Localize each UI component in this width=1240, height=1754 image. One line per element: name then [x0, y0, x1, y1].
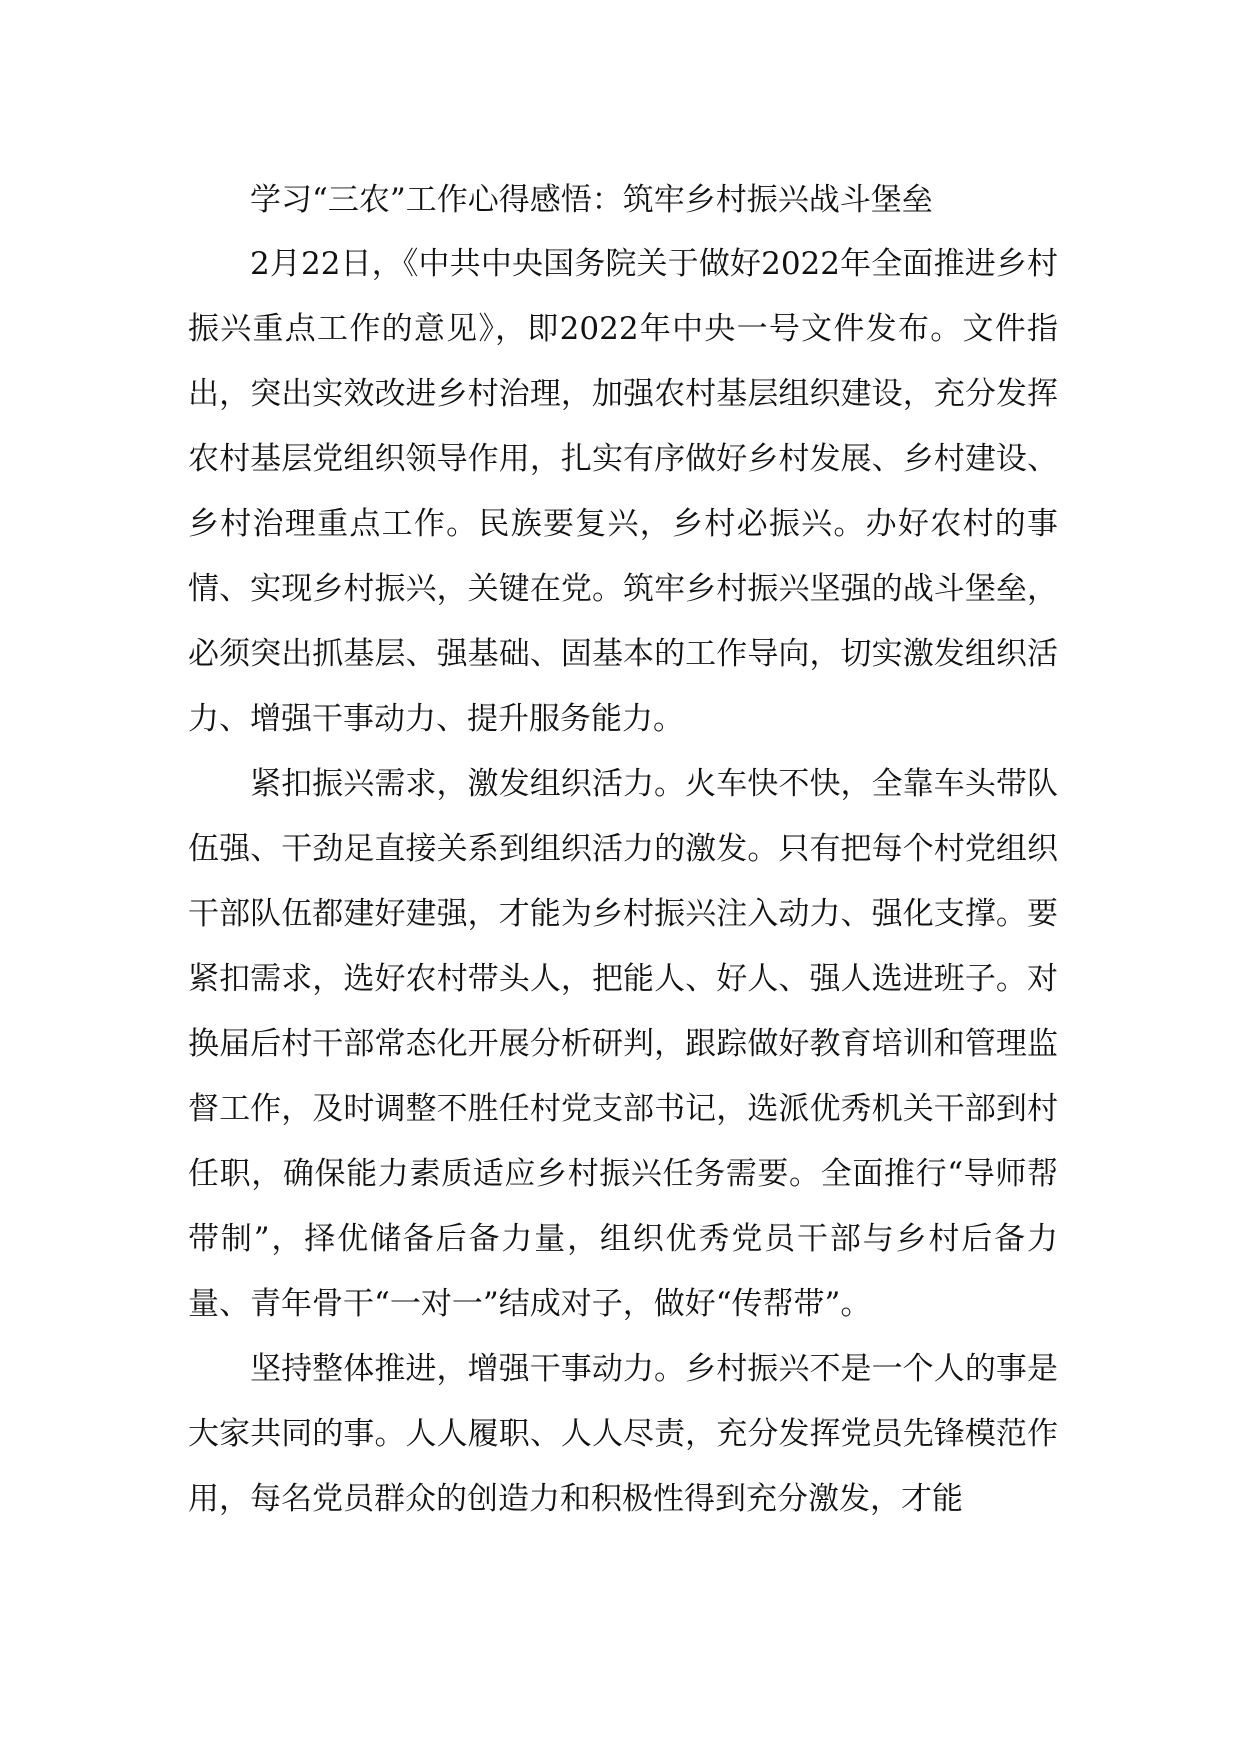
paragraph-1: 2月22日，《中共中央国务院关于做好2022年全面推进乡村振兴重点工作的意见》，即2022年中央一号文件发布。文件指出，突出实效改进乡村治理，加强农村基层组织建设，充分发挥农村基层党组织领导作用，扎实有序做好乡村发展、乡村建设、乡村治理重点工作。民族要复兴，乡村必振兴。办好农村的事情、实现乡村振兴，关键在党。筑牢乡村振兴坚强的战斗堡垒，必须突出抓基层、强基础、固基本的工作导向，切实激发组织活力、增强干事动力、提升服务能力。 — [188, 246, 1058, 737]
document-body — [188, 168, 1058, 1532]
paragraph-3: 坚持整体推进，增强干事动力。乡村振兴不是一个人的事是大家共同的事。人人履职、人人尽责，充分发挥党员先锋模范作用，每名党员群众的创造力和积极性得到充分激发，才能 — [188, 1351, 1058, 1517]
paragraph-2: 紧扣振兴需求，激发组织活力。火车快不快，全靠车头带队伍强、干劲足直接关系到组织活力的激发。只有把每个村党组织干部队伍都建好建强，才能为乡村振兴注入动力、强化支撑。要紧扣需求，选好农村带头人，把能人、好人、强人选进班子。对换届后村干部常态化开展分析研判，跟踪做好教育培训和管理监督工作，及时调整不胜任村党支部书记，选派优秀机关干部到村任职，确保能力素质适应乡村振兴任务需要。全面推行“导师帮带制”，择优储备后备力量，组织优秀党员干部与乡村后备力量、青年骨干“一对一”结成对子，做好“传帮带”。 — [188, 766, 1058, 1322]
document-title: 学习“三农”工作心得感悟：筑牢乡村振兴战斗堡垒 — [250, 182, 933, 218]
